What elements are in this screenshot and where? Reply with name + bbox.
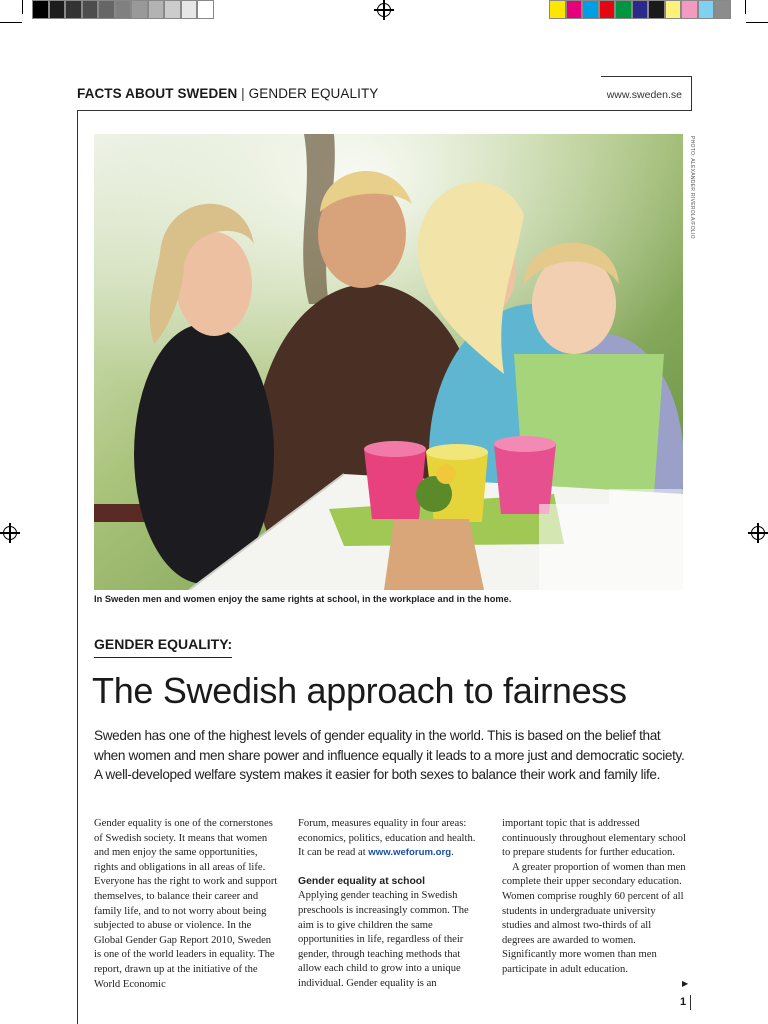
gray-swatch [32,0,49,19]
article-kicker: GENDER EQUALITY: [94,636,232,658]
page-number: 1 [680,996,687,1008]
body-text: . [451,847,454,859]
gray-swatch [181,0,198,19]
gray-swatch [131,0,148,19]
registration-mark-left [3,526,17,540]
body-paragraph: Gender equality is one of the cornerstones of Swedish society. It means that women and men enjoy the same opportunities, rights and obligations in all areas of life. Everyone has the right to work and support themselves, to balance their career and family life, and to not worry about being subjected to abuse or violence. In the Global Gender Gap Report 2010, Sweden is one of the world leaders in equality. The report, drawn up at the initiative of the World Economic [94,818,278,990]
body-column-3 [502,817,686,978]
crop-mark [746,22,768,23]
body-column-1 [94,817,278,992]
color-swatch [698,0,715,19]
gray-swatch [197,0,214,19]
section-subhead: Gender equality at school [298,875,426,887]
color-swatch [665,0,682,19]
body-text: Forum, measures equality in four areas: economics, politics, education and health. It can be read at [298,818,476,859]
gray-swatch [65,0,82,19]
page-number-rule [690,995,691,1010]
gray-swatch [49,0,66,19]
article-lead: Sweden has one of the highest levels of gender equality in the world. This is based on the belief that when women and men share power and influence equally it leads to a more just and democratic society. A well-developed welfare system makes it easier for both sexes to balance their work and family life. [94,728,685,782]
header-section: FACTS ABOUT SWEDEN [77,86,238,101]
gray-swatch [82,0,99,19]
body-paragraph: important topic that is addressed continuously throughout elementary school to prepare students for further education. [502,818,686,859]
photo-caption: In Sweden men and women enjoy the same rights at school, in the workplace and in the home. [94,594,512,604]
crop-mark [0,22,22,23]
header-separator: | [241,86,245,101]
color-swatch [714,0,731,19]
gray-calibration-strip [32,0,214,19]
body-paragraph: Applying gender teaching in Swedish preschools is increasingly common. The aim is to give children the same opportunities in life, regardless of their gender, through teaching methods that allow each child to grow into a unique individual. Gender equality is an [298,890,469,989]
header-rule [77,110,691,111]
family-photo [94,134,683,590]
page-margin-rule [77,110,78,1024]
body-paragraph: A greater proportion of women than men complete their upper secondary education. Women comprise roughly 60 percent of all students in undergraduate university studies and almost two-thirds of all degrees are awarded to women. Significantly more women than men participate in adult education. [502,861,686,975]
crop-mark [745,0,746,14]
crop-mark [22,0,23,14]
color-calibration-strip [549,0,731,19]
gray-swatch [148,0,165,19]
color-swatch [549,0,566,19]
registration-mark-right [751,526,765,540]
continue-arrow-icon: ▶ [682,979,689,988]
header-title [77,86,378,101]
photo-credit: PHOTO: ALEXANDER RIVEROLA/FOLIO [689,136,695,239]
color-swatch [681,0,698,19]
color-swatch [648,0,665,19]
weforum-link[interactable]: www.weforum.org [368,847,452,859]
body-paragraph [298,817,482,861]
header-url[interactable]: www.sweden.se [606,89,682,101]
gray-swatch [115,0,132,19]
color-swatch [599,0,616,19]
gray-swatch [164,0,181,19]
color-swatch [632,0,649,19]
color-swatch [566,0,583,19]
article-headline: The Swedish approach to fairness [92,670,627,711]
color-swatch [582,0,599,19]
registration-mark-top [377,3,391,17]
gray-swatch [98,0,115,19]
header-topic: GENDER EQUALITY [248,86,379,101]
body-column-2 [298,817,482,992]
color-swatch [615,0,632,19]
